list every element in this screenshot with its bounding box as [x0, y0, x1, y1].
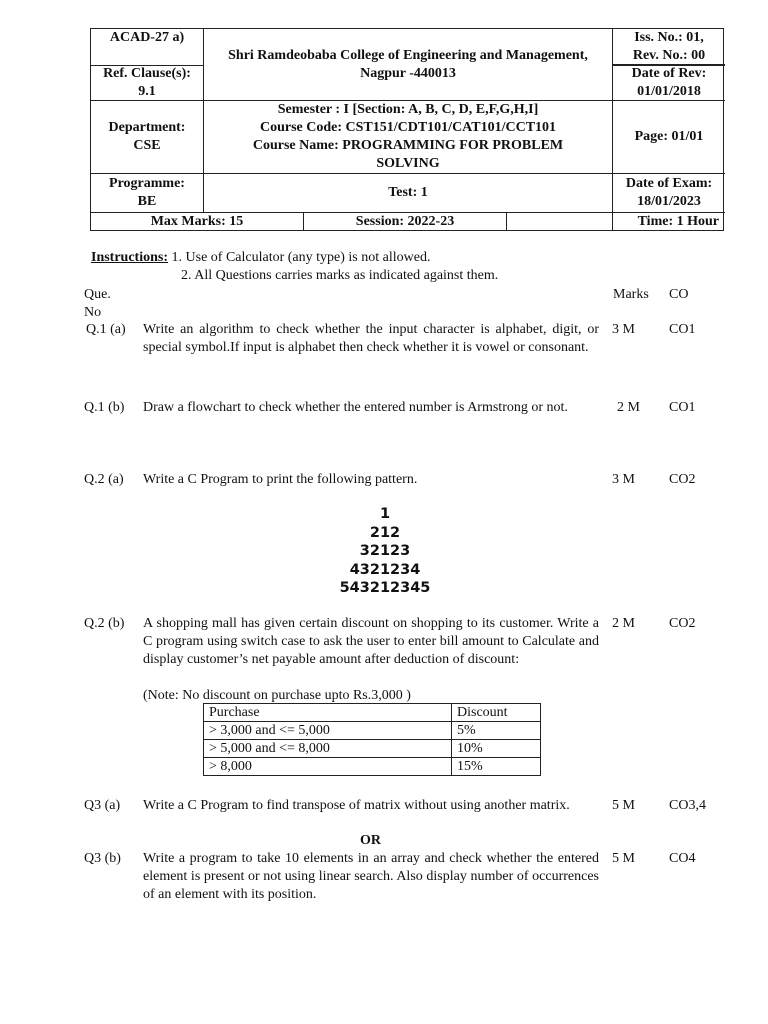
ref-clause: [91, 65, 204, 101]
college-name: [204, 29, 613, 101]
date-of-rev: [613, 65, 725, 101]
instruction-2: 2. All Questions carries marks as indicated against them.: [181, 268, 499, 283]
page-text: Page: 01/01: [634, 129, 704, 144]
college-text: Shri Ramdeobaba College of Engineering and Management,: [228, 47, 588, 63]
pattern-line: 1: [379, 506, 391, 522]
number-pattern: [285, 505, 485, 598]
table-row: [204, 722, 541, 740]
question-marks: 3 M: [612, 472, 635, 487]
question-co: CO3,4: [669, 798, 706, 813]
college-city: Nagpur -440013: [360, 65, 456, 81]
time: [613, 213, 725, 231]
instructions: [91, 249, 430, 267]
question-marks: 5 M: [612, 798, 635, 813]
table-cell: > 5,000 and <= 8,000: [204, 740, 452, 758]
exam-date-value: 18/01/2023: [637, 194, 701, 209]
ref-clause-label: Ref. Clause(s):: [103, 66, 191, 81]
session: [304, 213, 507, 231]
pattern-line: 4321234: [349, 561, 421, 578]
session-text: Session: 2022-23: [355, 214, 455, 229]
date-rev-label: Date of Rev:: [631, 66, 707, 81]
question-text: Write an algorithm to check whether the input character is alphabet, digit, or special symbol.If input is alphabet then check whether it is vowel or consonant.: [143, 322, 599, 355]
course-info: [204, 101, 613, 174]
table-header: Discount: [452, 704, 541, 722]
doc-code: [91, 29, 204, 65]
programme: [91, 174, 204, 213]
question-co: CO4: [669, 851, 696, 866]
table-row: [204, 758, 541, 776]
header-table: [90, 28, 724, 231]
issue-no: Iss. No.: 01,: [634, 29, 704, 45]
question-marks: 2 M: [617, 400, 640, 415]
issue-rev: [613, 29, 725, 65]
course-name: Course Name: PROGRAMMING FOR PROBLEM SOLVING: [252, 138, 564, 171]
pattern-line: 212: [369, 524, 401, 541]
department-label: Department:: [108, 120, 186, 135]
pattern-line: 32123: [359, 543, 411, 559]
question-number: Q3 (a): [84, 798, 121, 813]
question-co: CO1: [669, 400, 696, 415]
test-number: [204, 174, 613, 213]
instruction-1: 1. Use of Calculator (any type) is not allowed.: [171, 250, 431, 265]
question-text: A shopping mall has given certain discount on shopping to its customer. Write a C program using switch case to ask the user to enter bill amount to Calculate and display customer’s net payable amount after deduction of discount:: [143, 616, 599, 667]
page-number: [613, 101, 725, 174]
date-rev-value: 01/01/2018: [637, 84, 701, 99]
time-text: Time: 1 Hour: [637, 214, 719, 229]
ref-clause-value: 9.1: [138, 84, 156, 99]
question-text: Write a program to take 10 elements in an array and check whether the entered element is present or not using linear search. Also display number of occurrences of an element with its position.: [143, 851, 599, 902]
question-number: Q.2 (a): [84, 472, 124, 487]
col-co: CO: [669, 287, 689, 302]
exam-date-label: Date of Exam:: [625, 176, 713, 191]
question-number: Q3 (b): [84, 851, 121, 866]
max-marks: [91, 213, 304, 231]
or-separator: OR: [360, 833, 381, 848]
question-number: Q.2 (b): [84, 616, 125, 631]
doc-code-text: ACAD-27 a): [109, 30, 185, 45]
table-cell: 15%: [452, 758, 541, 776]
col-que: Que.: [84, 287, 111, 302]
question-marks: 5 M: [612, 851, 635, 866]
course-code: Course Code: CST151/CDT101/CAT101/CCT101: [259, 120, 557, 135]
rev-no: Rev. No.: 00: [632, 47, 706, 63]
pattern-line: 543212345: [339, 580, 431, 596]
semester: Semester : I [Section: A, B, C, D, E,F,G,H,I]: [277, 102, 539, 117]
instructions-label: Instructions:: [91, 250, 169, 265]
programme-value: BE: [137, 194, 157, 209]
question-number: Q.1 (b): [84, 400, 125, 415]
table-header: Purchase: [204, 704, 452, 722]
question-text: Write a C Program to print the following pattern.: [143, 472, 418, 487]
col-marks: Marks: [613, 287, 649, 302]
question-co: CO2: [669, 616, 696, 631]
question-co: CO2: [669, 472, 696, 487]
table-cell: > 3,000 and <= 5,000: [204, 722, 452, 740]
question-marks: 3 M: [612, 322, 635, 337]
table-cell: 5%: [452, 722, 541, 740]
table-cell: > 8,000: [204, 758, 452, 776]
table-row: [204, 740, 541, 758]
table-cell: 10%: [452, 740, 541, 758]
max-marks-text: Max Marks: 15: [150, 214, 244, 229]
department-value: CSE: [133, 138, 161, 153]
test-text: Test: 1: [388, 185, 428, 200]
table-header-row: [204, 704, 541, 722]
department: [91, 101, 204, 174]
question-note: (Note: No discount on purchase upto Rs.3,000 ): [143, 688, 411, 703]
programme-label: Programme:: [109, 176, 185, 191]
question-number: Q.1 (a): [86, 322, 126, 337]
exam-date: [613, 174, 725, 213]
discount-table: [203, 703, 541, 776]
question-text: Write a C Program to find transpose of matrix without using another matrix.: [143, 798, 570, 813]
question-marks: 2 M: [612, 616, 635, 631]
col-no: No: [84, 305, 102, 320]
question-co: CO1: [669, 322, 696, 337]
question-text: Draw a flowchart to check whether the entered number is Armstrong or not.: [143, 400, 568, 415]
empty-cell: [507, 213, 613, 231]
